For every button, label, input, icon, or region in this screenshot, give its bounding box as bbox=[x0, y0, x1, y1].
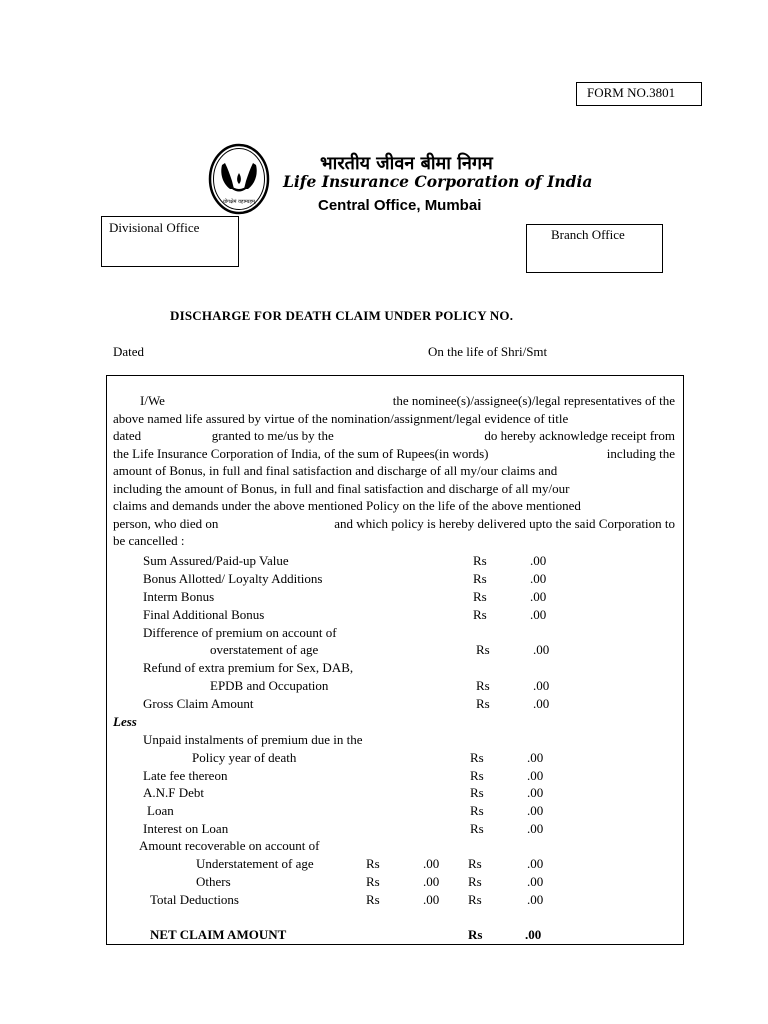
item-interest: Interest on Loan bbox=[143, 821, 229, 836]
currency-label: Rs bbox=[468, 874, 482, 889]
item-late-fee: Late fee thereon bbox=[143, 768, 228, 783]
item-refund-cont: EPDB and Occupation bbox=[210, 678, 329, 693]
item-diff-premium-cont: overstatement of age bbox=[210, 642, 319, 657]
paragraph-text: amount of Bonus, in full and final satisfaction and discharge of all my/our claims and bbox=[113, 463, 558, 478]
form-number: FORM NO.3801 bbox=[587, 85, 676, 100]
less-label: Less bbox=[113, 714, 137, 729]
paragraph-text: claims and demands under the above mentioned Policy on the life of the above mentioned bbox=[113, 498, 581, 513]
currency-label: Rs bbox=[476, 678, 490, 693]
currency-label: Rs bbox=[476, 696, 490, 711]
paragraph-text: the nominee(s)/assignee(s)/legal representatives of the bbox=[392, 393, 675, 408]
paragraph-line bbox=[113, 480, 675, 498]
discharge-paragraph bbox=[113, 392, 675, 550]
logo-tagline: योगक्षेमं वहाम्यहम् bbox=[222, 199, 256, 205]
hindi-name: भारतीय जीवन बीमा निगम bbox=[320, 153, 493, 174]
amount-value: .00 bbox=[527, 874, 544, 889]
branch-office-label: Branch Office bbox=[551, 227, 625, 242]
amount-value: .00 bbox=[533, 642, 550, 657]
paragraph-line bbox=[113, 532, 675, 550]
currency-label: Rs bbox=[366, 874, 380, 889]
form-number-box bbox=[576, 82, 702, 106]
office-name: Central Office, Mumbai bbox=[318, 197, 482, 214]
amount-value: .00 bbox=[530, 589, 547, 604]
item-sum-assured: Sum Assured/Paid-up Value bbox=[143, 553, 289, 568]
paragraph-line bbox=[113, 445, 675, 463]
paragraph-text: including the amount of Bonus, in full and final satisfaction and discharge of all my/our bbox=[113, 480, 570, 496]
life-of-label: On the life of Shri/Smt bbox=[428, 344, 548, 359]
item-loan: Loan bbox=[147, 803, 174, 818]
amount-value: .00 bbox=[527, 821, 544, 836]
currency-label: Rs bbox=[473, 553, 487, 568]
item-gross: Gross Claim Amount bbox=[143, 696, 254, 711]
amount-value: .00 bbox=[527, 768, 544, 783]
amount-value: .00 bbox=[423, 874, 440, 889]
currency-label: Rs bbox=[468, 927, 483, 942]
currency-label: Rs bbox=[476, 642, 490, 657]
currency-label: Rs bbox=[366, 856, 380, 871]
english-name: Life Insurance Corporation of India bbox=[283, 172, 593, 191]
currency-label: Rs bbox=[470, 750, 484, 765]
paragraph-text: dated bbox=[113, 428, 142, 443]
amount-value: .00 bbox=[533, 696, 550, 711]
amount-value: .00 bbox=[423, 892, 440, 907]
lic-logo bbox=[208, 143, 270, 215]
paragraph-text: granted to me/us by the bbox=[211, 428, 334, 443]
item-total-deductions: Total Deductions bbox=[150, 892, 239, 907]
amount-value: .00 bbox=[533, 678, 550, 693]
net-amount-value: .00 bbox=[525, 927, 542, 942]
currency-label: Rs bbox=[468, 856, 482, 871]
item-understatement: Understatement of age bbox=[196, 856, 314, 871]
currency-label: Rs bbox=[470, 821, 484, 836]
item-recoverable: Amount recoverable on account of bbox=[139, 838, 320, 853]
branch-office-box bbox=[526, 224, 663, 273]
amount-value: .00 bbox=[423, 856, 440, 871]
paragraph-text: the Life Insurance Corporation of India, of the sum of Rupees(in words) bbox=[113, 445, 489, 461]
dated-label: Dated bbox=[113, 344, 145, 359]
item-others: Others bbox=[196, 874, 231, 889]
paragraph-text: person, who died on bbox=[113, 515, 219, 531]
item-unpaid-cont: Policy year of death bbox=[192, 750, 297, 765]
paragraph-text: above named life assured by virtue of the nomination/assignment/legal evidence of title bbox=[113, 410, 569, 426]
form-title: DISCHARGE FOR DEATH CLAIM UNDER POLICY NO. bbox=[170, 308, 514, 323]
item-refund: Refund of extra premium for Sex, DAB, bbox=[143, 660, 354, 675]
currency-label: Rs bbox=[366, 892, 380, 907]
amount-value: .00 bbox=[530, 571, 547, 586]
net-claim-label: NET CLAIM AMOUNT bbox=[150, 927, 287, 942]
paragraph-line bbox=[113, 462, 675, 480]
amount-value: .00 bbox=[527, 750, 544, 765]
item-interim-bonus: Interm Bonus bbox=[143, 589, 215, 604]
lic-logo-emblem bbox=[208, 143, 270, 215]
currency-label: Rs bbox=[470, 768, 484, 783]
paragraph-line bbox=[113, 515, 675, 533]
item-unpaid: Unpaid instalments of premium due in the bbox=[143, 732, 363, 747]
item-bonus-allotted: Bonus Allotted/ Loyalty Additions bbox=[143, 571, 323, 586]
item-diff-premium: Difference of premium on account of bbox=[143, 625, 337, 640]
paragraph-text: including the bbox=[606, 445, 675, 461]
divisional-office-box bbox=[101, 216, 239, 267]
amount-value: .00 bbox=[530, 553, 547, 568]
paragraph-line bbox=[113, 497, 675, 515]
paragraph-text: and which policy is hereby delivered upto the said Corporation to bbox=[334, 515, 675, 531]
paragraph-text: I/We bbox=[140, 393, 165, 408]
amount-value: .00 bbox=[527, 785, 544, 800]
currency-label: Rs bbox=[473, 607, 487, 622]
paragraph-text: be cancelled : bbox=[113, 533, 185, 548]
paragraph-text: do hereby acknowledge receipt from bbox=[484, 428, 675, 443]
currency-label: Rs bbox=[470, 803, 484, 818]
paragraph-line bbox=[113, 410, 675, 428]
item-final-bonus: Final Additional Bonus bbox=[143, 607, 265, 622]
amount-value: .00 bbox=[530, 607, 547, 622]
currency-label: Rs bbox=[468, 892, 482, 907]
amount-value: .00 bbox=[527, 803, 544, 818]
paragraph-line bbox=[113, 427, 675, 445]
amount-value: .00 bbox=[527, 892, 544, 907]
divisional-office-label: Divisional Office bbox=[109, 220, 200, 235]
currency-label: Rs bbox=[470, 785, 484, 800]
amount-value: .00 bbox=[527, 856, 544, 871]
paragraph-line bbox=[113, 392, 675, 410]
currency-label: Rs bbox=[473, 589, 487, 604]
currency-label: Rs bbox=[473, 571, 487, 586]
item-anf-debt: A.N.F Debt bbox=[143, 785, 205, 800]
